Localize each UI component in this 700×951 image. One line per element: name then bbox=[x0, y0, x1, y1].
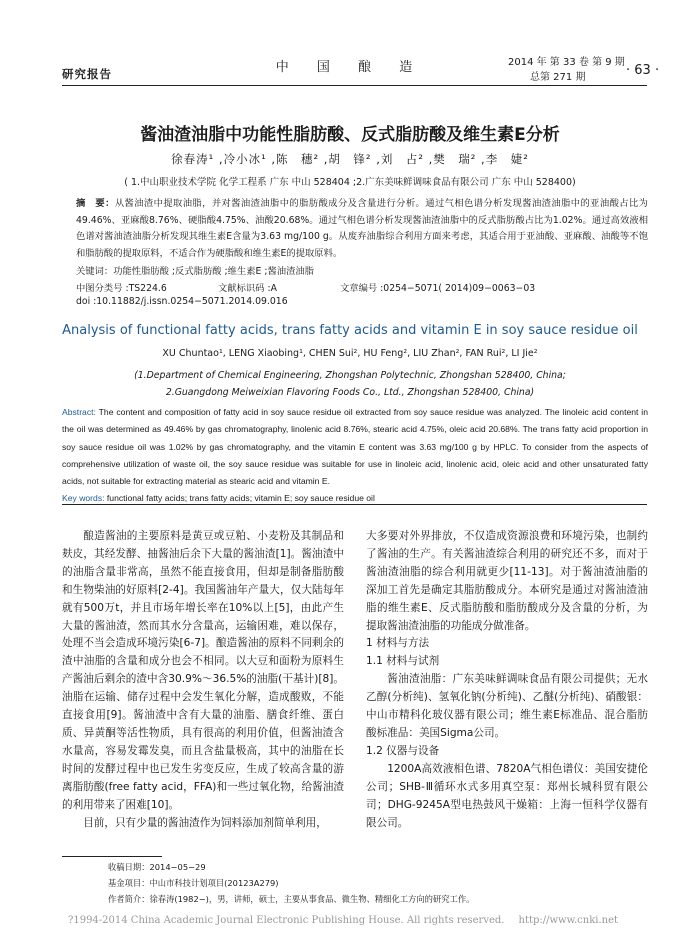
copyright-text: ?1994-2014 China Academic Journal Electronic Publishing House. All rights reserved. bbox=[67, 915, 505, 926]
section-heading-1-2: 1.2 仪器与设备 bbox=[366, 744, 440, 757]
body-paragraph-2: 目前，只有少量的酱油渣作为饲料添加剂简单利用， bbox=[83, 816, 327, 829]
affiliation-en-1: (1.Department of Chemical Engineering, Zhongshan Polytechnic, Zhongshan 528400, China; bbox=[134, 370, 566, 381]
keywords-cn: 关键词：功能性脂肪酸 ;反式脂肪酸 ;维生素E ;酱油渣油脂 bbox=[76, 266, 314, 277]
abstract-en-text: The content and composition of fatty acid in soy sauce residue oil extracted from soy sauce residue was analyzed. The linoleic acid content in the oil was determined as 49.46% by gas chromatography, linolenic acid 8.76%, stearic acid 4.75%, oleic acid 20.68%. The trans fatty acid proportion in soy sauce residue oil was 1.02% by gas chromatography, and the vitamin E content was 3.63 mg/100 g by HPLC. To consider from the aspects of comprehensive utilization of waste oil, the soy sauce residue was suitable for use in linoleic acid, linolenic acid, oleic acid and other unsaturated fatty acids, not suitable for extracting material as stearic acid and vitamin E. bbox=[62, 407, 648, 487]
affiliation-cn: ( 1.中山职业技术学院 化学工程系 广东 中山 528404 ;2.广东美味鲜调味食品有限公司 广东 中山 528400) bbox=[124, 177, 576, 188]
fund-project: 基金项目：中山市科技计划项目(20123A279) bbox=[108, 878, 279, 888]
footnote-rule bbox=[62, 856, 162, 857]
received-date: 收稿日期：2014−05−29 bbox=[108, 862, 206, 872]
body-paragraph-materials: 酱油渣油脂：广东美味鲜调味食品有限公司提供；无水乙醇(分析纯)、氢氧化钠(分析纯)、乙醚(分析纯)、硝酸银：中山市精科化玻仪器有限公司；维生素E标准品、混合脂肪酸标准品：美国Sigma公司。 bbox=[366, 673, 648, 739]
body-right-column bbox=[366, 528, 648, 832]
doi: doi :10.11882/j.issn.0254−5071.2014.09.016 bbox=[76, 296, 288, 307]
abstract-rule bbox=[62, 504, 647, 505]
header-rule bbox=[62, 85, 647, 86]
section-heading-1: 1 材料与方法 bbox=[366, 637, 430, 650]
body-paragraph-instruments: 1200A高效液相色谱、7820A气相色谱仪：美国安捷伦公司；SHB-Ⅲ循环水式多用真空泵：郑州长城科贸有限公司；DHG-9245A型电热鼓风干燥箱：上海一恒科学仪器有限公司。 bbox=[366, 762, 648, 829]
abstract-en bbox=[62, 404, 648, 508]
body-paragraph-3: 大多要对外界排放，不仅造成资源浪费和环境污染，也制约了酱油的生产。有关酱油渣综合利用的研究还不多，而对于酱油渣油脂的综合利用就更少[11-13]。对于酱油渣油脂的深加工首先是确定其脂肪酸成分。本研究是通过对酱油渣油脂的维生素E、反式脂肪酸和脂肪酸成分及含量的分析，为提取酱油渣油脂的功能成分做准备。 bbox=[366, 530, 648, 632]
article-number: 文章编号 :0254−5071( 2014)09−0063−03 bbox=[340, 283, 536, 294]
abstract-cn-text: 从酱油渣中提取油脂，并对酱油渣油脂中的脂肪酸成分及含量进行分析。通过气相色谱分析发现酱油渣油脂中的亚油酸占比为49.46%、亚麻酸8.76%、硬脂酸4.75%、油酸20.68%。通过气相色谱分析发现酱油渣油脂中的反式脂肪酸占比为1.02%。通过高效液相色谱对酱油渣油脂分析发现其维生素E含量为3.63 mg/100 g。从废弃油脂综合利用方面来考虑，其适合用于亚油酸、亚麻酸、油酸等不饱和脂肪酸的提取原料，不适合作为硬脂酸和维生素E的提取原料。 bbox=[76, 198, 648, 259]
journal-name: 中 国 酿 造 bbox=[275, 60, 425, 75]
clc-number: 中图分类号 :TS224.6 bbox=[76, 283, 167, 294]
keywords-en-text: functional fatty acids; trans fatty acids; vitamin E; soy sauce residue oil bbox=[106, 493, 375, 504]
authors-en: XU Chuntao¹, LENG Xiaobing¹, CHEN Sui², HU Feng², LIU Zhan², FAN Rui², LI Jie² bbox=[162, 348, 538, 359]
paper-title-en: Analysis of functional fatty acids, trans fatty acids and vitamin E in soy sauce residue oil bbox=[62, 323, 638, 338]
affiliation-en-2: 2.Guangdong Meiweixian Flavoring Foods Co., Ltd., Zhongshan 528400, China) bbox=[165, 387, 535, 398]
page-number: · 63 · bbox=[626, 63, 660, 78]
paper-title-cn: 酱油渣油脂中功能性脂肪酸、反式脂肪酸及维生素E分析 bbox=[140, 125, 560, 145]
body-paragraph-1: 酿造酱油的主要原料是黄豆或豆粕、小麦粉及其制品和麸皮，其经发酵、抽酱油后余下大量的酱油渣[1]。酱油渣中的油脂含量非常高，虽然不能直接食用，但却是制备脂肪酸和生物柴油的好原料[2-4]。我国酱油年产量大，仅大陆每年就有500万t，并且市场年增长率在10%以上[5]，由此产生大量的酱油渣，然而其水分含量高，运输困难，难以保存，处理不当会造成环境污染[6-7]。酿造酱油的原料不同剩余的渣中油脂的含量和成分也会不相同。以大豆和面粉为原料生产酱油后剩余的渣中含30.9%～36.5%的油脂(干基计)[8]。油脂在运输、储存过程中会发生氧化分解，造成酸败，不能直接食用[9]。酱油渣中含有大量的油脂、膳食纤维、蛋白质、异黄酮等活性物质，具有很高的利用价值，但酱油渣含水量高，容易发霉发臭，而且含盐量极高，其中的油脂在长时间的发酵过程中也已发生劣变反应，生成了较高含量的游离脂肪酸(free fatty acid，FFA)和一些过氧化物，给酱油渣的利用带来了困难[10]。 bbox=[62, 530, 344, 811]
total-issue-line: 总第 271 期 bbox=[530, 72, 586, 83]
section-heading-1-1: 1.1 材料与试剂 bbox=[366, 655, 440, 668]
doc-code: 文献标识码 :A bbox=[218, 283, 277, 294]
copyright-url: http://www.cnki.net bbox=[518, 915, 619, 926]
body-left-column bbox=[62, 528, 344, 832]
section-label: 研究报告 bbox=[62, 67, 112, 81]
abstract-en-label: Abstract: bbox=[62, 407, 96, 417]
abstract-cn bbox=[76, 196, 648, 262]
author-bio: 作者简介：徐春涛(1982−)，男，讲师，硕士，主要从事食品、微生物、精细化工方向的研究工作。 bbox=[108, 894, 475, 904]
issue-line: 2014 年 第 33 卷 第 9 期 bbox=[508, 57, 625, 68]
keywords-en-label: Key words: bbox=[62, 493, 105, 504]
copyright-line bbox=[0, 915, 700, 926]
authors-cn: 徐春涛¹ ,冷小冰¹ ,陈 穗² ,胡 锋² ,刘 占² ,樊 瑞² ,李 婕² bbox=[171, 152, 529, 166]
abstract-cn-label: 摘 要： bbox=[76, 198, 115, 209]
